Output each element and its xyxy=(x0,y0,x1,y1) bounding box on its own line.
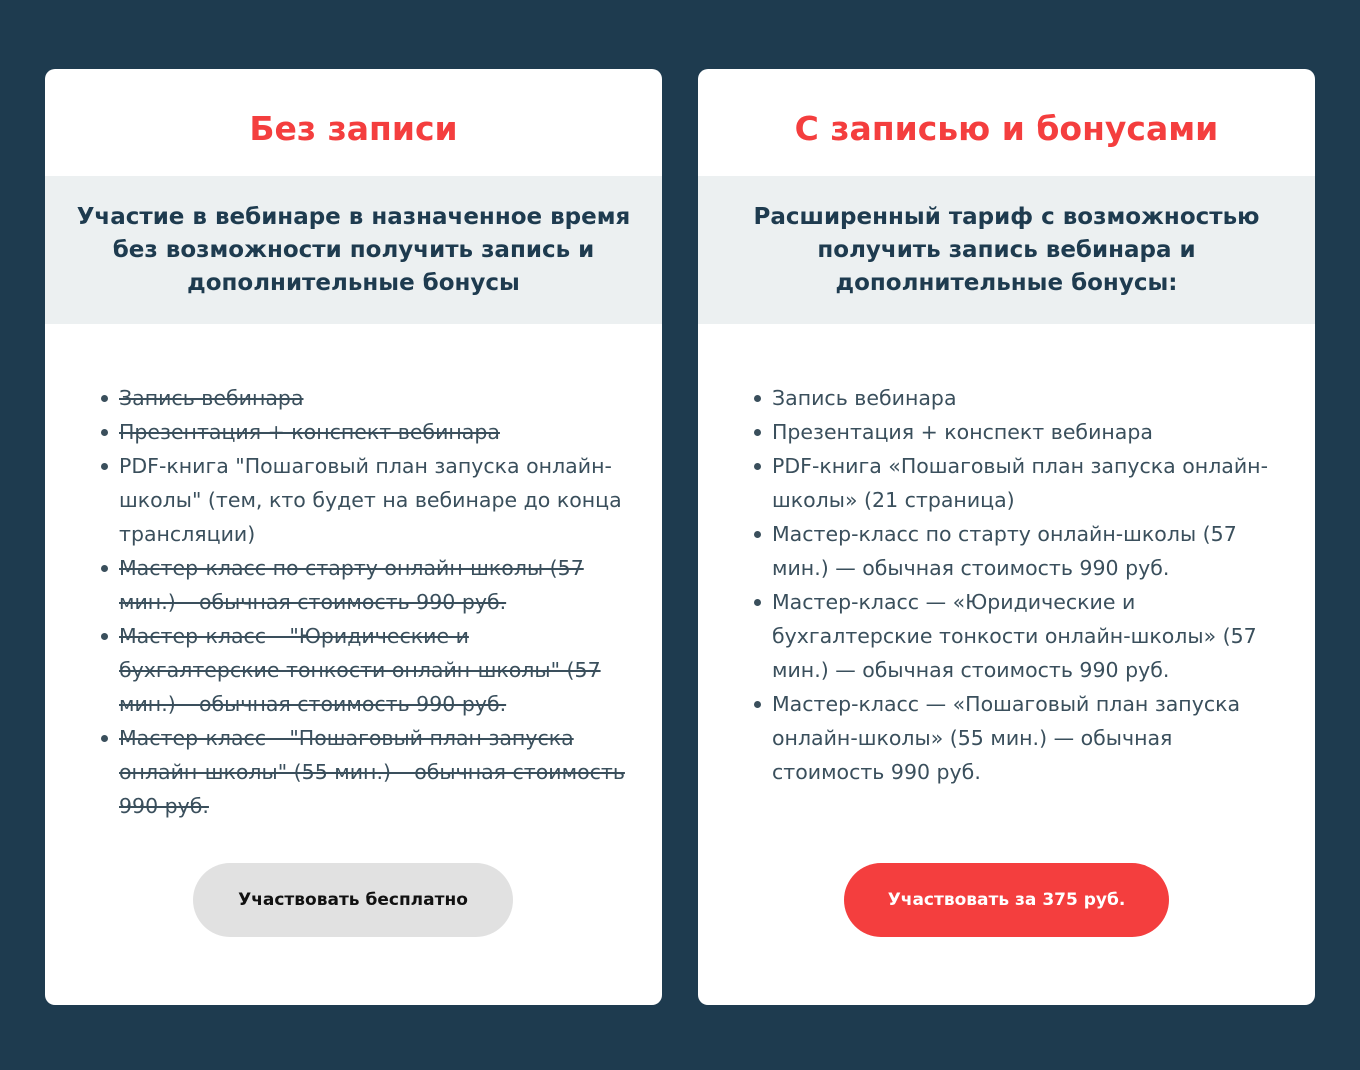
feature-item xyxy=(754,687,1287,789)
plan-title: Без записи xyxy=(249,109,458,148)
feature-text: Мастер-класс — «Пошаговый план запуска онлайн-школы» (55 мин.) — обычная стоимость 990 руб. xyxy=(772,692,1241,784)
plan-title: С записью и бонусами xyxy=(794,109,1219,148)
feature-text: Мастер-класс – "Юридические и бухгалтерские тонкости онлайн-школы" (57 мин.) – обычная стоимость 990 руб. xyxy=(119,624,601,716)
feature-item xyxy=(101,449,632,551)
feature-list xyxy=(101,381,632,823)
feature-item xyxy=(101,415,632,449)
feature-text: Мастер-класс — «Юридические и бухгалтерские тонкости онлайн-школы» (57 мин.) — обычная стоимость 990 руб. xyxy=(772,590,1257,682)
plan-card-free xyxy=(45,69,662,1005)
feature-item xyxy=(754,449,1287,517)
feature-text: PDF-книга «Пошаговый план запуска онлайн-школы» (21 страница) xyxy=(772,454,1268,512)
feature-text: Презентация + конспект вебинара xyxy=(772,420,1153,444)
feature-text: Запись вебинара xyxy=(119,386,304,410)
feature-item xyxy=(101,551,632,619)
feature-item xyxy=(754,415,1287,449)
feature-item xyxy=(101,721,632,823)
feature-text: Мастер-класс – "Пошаговый план запуска онлайн-школы" (55 мин.) – обычная стоимость 990 руб. xyxy=(119,726,625,818)
feature-text: PDF-книга "Пошаговый план запуска онлайн-школы" (тем, кто будет на вебинаре до конца трансляции) xyxy=(119,454,622,546)
feature-text: Мастер-класс по старту онлайн-школы (57 мин.) — обычная стоимость 990 руб. xyxy=(772,522,1237,580)
participate-paid-button[interactable]: Участвовать за 375 руб. xyxy=(844,863,1169,937)
feature-item xyxy=(101,381,632,415)
feature-text: Презентация + конспект вебинара xyxy=(119,420,500,444)
feature-item xyxy=(101,619,632,721)
plan-card-paid xyxy=(698,69,1315,1005)
feature-item xyxy=(754,585,1287,687)
feature-list xyxy=(754,381,1287,789)
plan-subtitle: Участие в вебинаре в назначенное время без возможности получить запись и дополнительные бонусы xyxy=(45,176,662,324)
participate-free-button[interactable]: Участвовать бесплатно xyxy=(193,863,513,937)
feature-item xyxy=(754,517,1287,585)
feature-text: Запись вебинара xyxy=(772,386,957,410)
feature-text: Мастер-класс по старту онлайн-школы (57 мин.) – обычная стоимость 990 руб. xyxy=(119,556,584,614)
feature-item xyxy=(754,381,1287,415)
plan-subtitle: Расширенный тариф с возможностью получить запись вебинара и дополнительные бонусы: xyxy=(698,176,1315,324)
